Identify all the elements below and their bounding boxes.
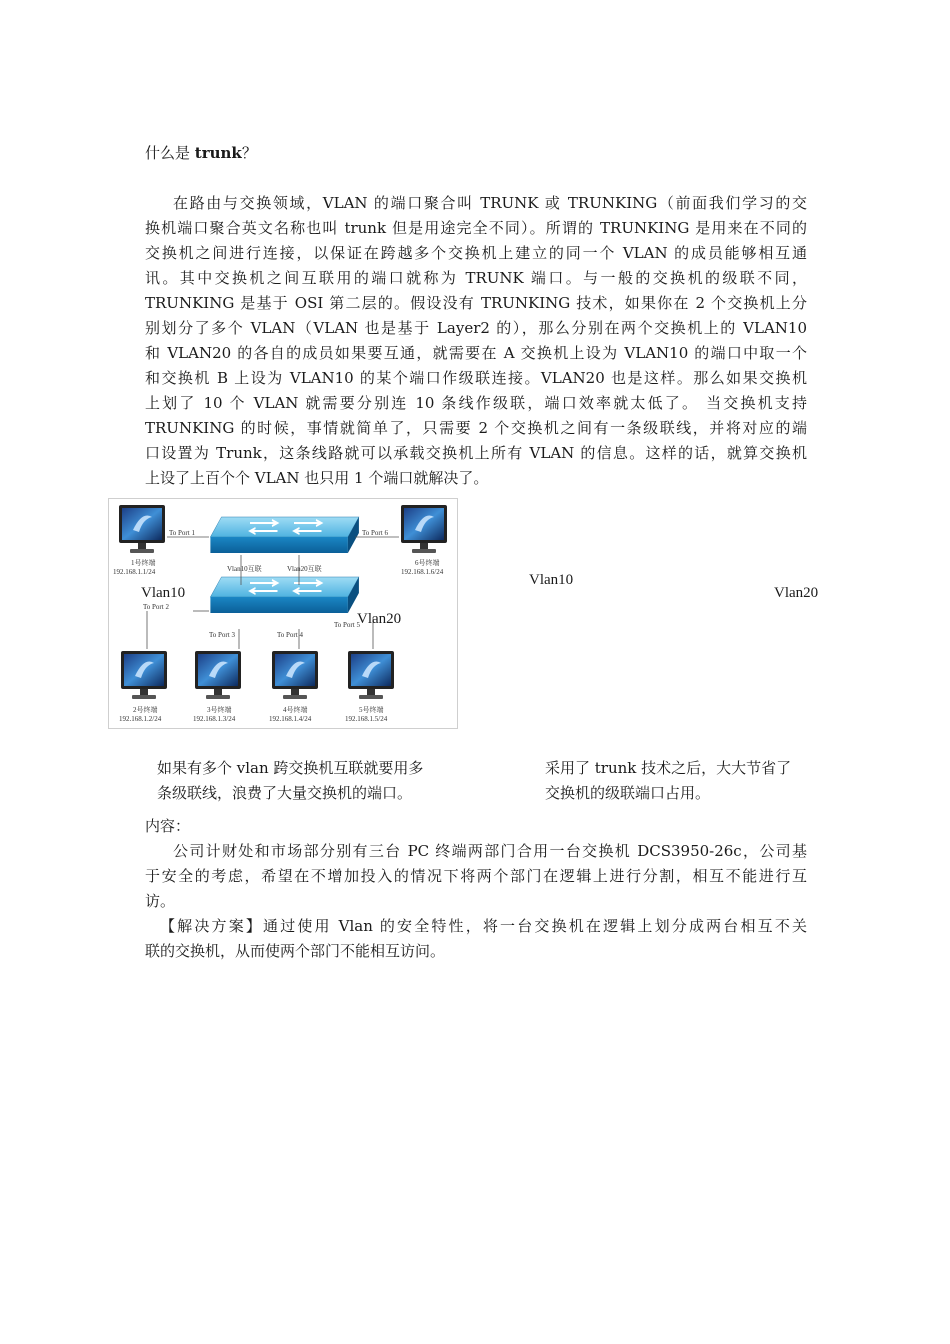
- uplink-label: Vlan20互联: [287, 565, 322, 573]
- paragraph-line: 和 VLAN20 的各自的成员如果要互通，就需要在 A 交换机上设为 VLAN10 的端口中取一个: [145, 344, 807, 362]
- port-label: To Port 2: [143, 603, 169, 611]
- port-label: To Port 5: [334, 621, 360, 629]
- port-label: To Port 6: [362, 529, 388, 537]
- heading-prefix: 什么是: [145, 144, 195, 162]
- paragraph-line: 公司计财处和市场部分别有三台 PC 终端两部门合用一台交换机 DCS3950-26c，公司基: [173, 842, 807, 860]
- paragraph-line: 交换机之间进行连接，以保证在跨越多个交换机上建立的同一个 VLAN 的成员能够相互通: [145, 244, 807, 262]
- paragraph-line: 口设置为 Trunk，这条线路就可以承载交换机上所有 VLAN 的信息。这样的话，就算交换机: [145, 444, 807, 462]
- network-diagram-svg: [109, 499, 457, 728]
- paragraph-line: 和交换机 B 上设为 VLAN10 的某个端口作级联连接。VLAN20 也是这样。那么如果交换机: [145, 369, 807, 387]
- caption-line: 采用了 trunk 技术之后，大大节省了: [545, 759, 792, 777]
- caption-line: 条级联线，浪费了大量交换机的端口。: [157, 784, 413, 802]
- vlan10-label: Vlan10: [141, 585, 186, 601]
- terminal-6-monitor-icon: [401, 505, 447, 553]
- paragraph-line: TRUNKING 是基于 OSI 第二层的。假设没有 TRUNKING 技术，如果你在 2 个交换机上分: [145, 294, 807, 312]
- right-vlan20-label: Vlan20: [774, 585, 819, 601]
- terminal-ip: 192.168.1.2/24: [119, 715, 162, 723]
- paragraph-line: 讯。其中交换机之间互联用的端口就称为 TRUNK 端口。与一般的交换机的级联不同，: [145, 269, 807, 287]
- terminal-name: 4号终端: [283, 706, 308, 714]
- switch-a-icon: [210, 517, 359, 553]
- paragraph-line: 于安全的考虑，希望在不增加投入的情况下将两个部门在逻辑上进行分割，相互不能进行互: [145, 867, 807, 885]
- right-vlan10-label: Vlan10: [529, 572, 574, 588]
- terminal-ip: 192.168.1.6/24: [401, 568, 444, 576]
- vlan20-label: Vlan20: [357, 611, 402, 627]
- terminal-name: 3号终端: [207, 706, 232, 714]
- section-heading: [145, 141, 257, 166]
- terminal-ip: 192.168.1.1/24: [113, 568, 156, 576]
- paragraph-line: 在路由与交换领域，VLAN 的端口聚合叫 TRUNK 或 TRUNKING（前面我们学习的交: [173, 194, 807, 212]
- uplink-label: Vlan10互联: [227, 565, 262, 573]
- heading-suffix: ？: [241, 144, 257, 162]
- port-label: To Port 4: [277, 631, 303, 639]
- terminal-3-monitor-icon: [195, 651, 241, 699]
- paragraph-line: 别划分了多个 VLAN（VLAN 也是基于 Layer2 的），那么分别在两个交换机上的 VLAN10: [145, 319, 807, 337]
- terminal-name: 1号终端: [131, 559, 156, 567]
- paragraph-line: 访。: [145, 892, 176, 910]
- terminal-1-monitor-icon: [119, 505, 165, 553]
- port-label: To Port 1: [169, 529, 195, 537]
- heading-term: trunk: [194, 144, 242, 162]
- caption-line: 交换机的级联端口占用。: [545, 784, 711, 802]
- port-label: To Port 3: [209, 631, 235, 639]
- terminal-4-monitor-icon: [272, 651, 318, 699]
- terminal-5-monitor-icon: [348, 651, 394, 699]
- paragraph-line: 上设了上百个个 VLAN 也只用 1 个端口就解决了。: [145, 469, 489, 487]
- terminal-ip: 192.168.1.4/24: [269, 715, 312, 723]
- terminal-name: 6号终端: [415, 559, 440, 567]
- paragraph-line: TRUNKING 的时候，事情就简单了，只需要 2 个交换机之间有一条级联线，并将对应的端: [145, 419, 807, 437]
- paragraph-line: 上划了 10 个 VLAN 就需要分别连 10 条线作级联，端口效率就太低了。 当交换机支持: [145, 394, 807, 412]
- content-heading: 内容：: [145, 817, 191, 835]
- switch-b-icon: [210, 577, 359, 613]
- paragraph-line: 换机端口聚合英文名称也叫 trunk 但是用途完全不同）。所谓的 TRUNKING 是用来在不同的: [145, 219, 807, 237]
- terminal-ip: 192.168.1.5/24: [345, 715, 388, 723]
- terminal-ip: 192.168.1.3/24: [193, 715, 236, 723]
- terminal-name: 5号终端: [359, 706, 384, 714]
- paragraph-line: 【解决方案】通过使用 Vlan 的安全特性，将一台交换机在逻辑上划分成两台相互不关: [160, 917, 807, 935]
- paragraph-line: 联的交换机，从而使两个部门不能相互访问。: [145, 942, 446, 960]
- caption-line: 如果有多个 vlan 跨交换机互联就要用多: [157, 759, 424, 777]
- network-diagram: [108, 498, 458, 729]
- terminal-name: 2号终端: [133, 706, 158, 714]
- terminal-2-monitor-icon: [121, 651, 167, 699]
